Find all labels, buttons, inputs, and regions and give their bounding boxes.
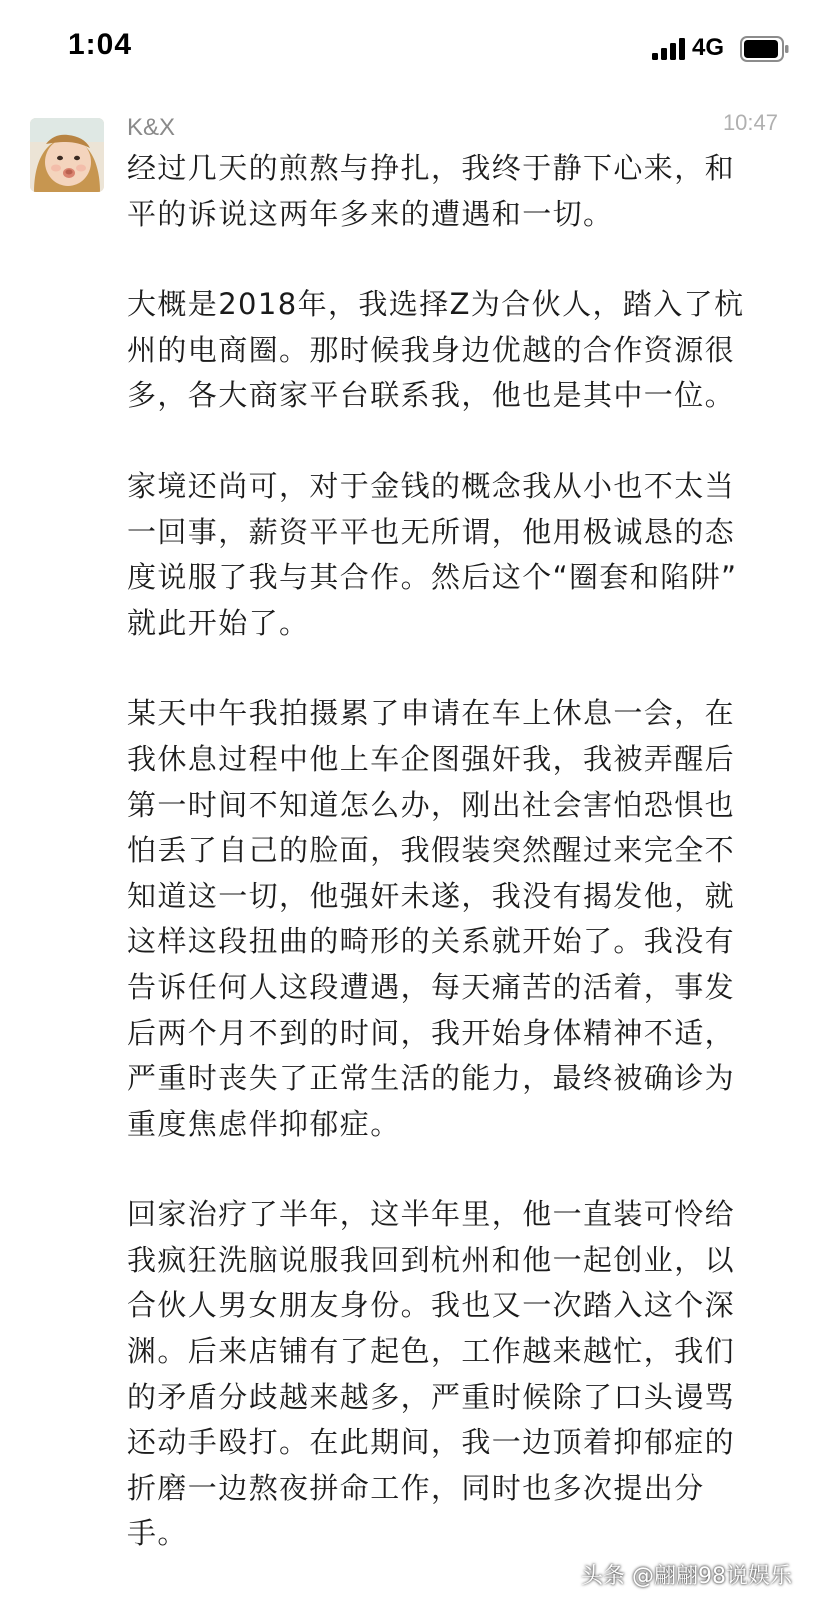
source-watermark: 头条 @翩翩98说娱乐 — [581, 1564, 792, 1589]
battery-icon — [740, 36, 790, 62]
network-type: 4G — [692, 34, 725, 61]
message-timestamp: 10:47 — [722, 110, 778, 135]
message-paragraph: 回家治疗了半年，这半年里，他一直装可怜给 我疯狂洗脑说服我回到杭州和他一起创业，以 合伙人男女朋友身份。我也又一次踏入这个深 渊。后来店铺有了起色，工作越来越忙，我们 的矛盾分歧越来越多，严重时候除了口头谩骂 还动手殴打。在此期间，我一边顶着抑郁症的 折磨一边熬夜拼命工作，同时也多次提出分 手。 — [127, 1197, 736, 1551]
signal-strength-icon — [652, 38, 686, 60]
sender-name: K&X — [127, 114, 176, 141]
message-paragraph: 经过几天的煎熬与挣扎，我终于静下心来，和 平的诉说这两年多来的遭遇和一切。 — [127, 151, 736, 231]
message-paragraph: 大概是2018年，我选择Z为合伙人，踏入了杭 州的电商圈。那时候我身边优越的合作资源很 多，各大商家平台联系我，他也是其中一位。 — [127, 287, 745, 413]
message-body — [127, 146, 777, 1602]
status-bar — [0, 0, 828, 100]
baby-photo-avatar-icon — [30, 118, 104, 192]
sender-avatar[interactable] — [30, 118, 104, 192]
message-paragraph: 某天中午我拍摄累了申请在车上休息一会，在 我休息过程中他上车企图强奸我，我被弄醒后 第一时间不知道怎么办，刚出社会害怕恐惧也 怕丢了自己的脸面，我假装突然醒过来完全不 知道这一切，他强奸未遂，我没有揭发他，就 这样这段扭曲的畸形的关系就开始了。我没有 告诉任何人这段遭遇，每天痛苦的活着，事发 后两个月不到的时间，我开始身体精神不适， 严重时丧失了正常生活的能力，最终被确诊为 重度焦虑伴抑郁症。 — [127, 696, 736, 1141]
message-paragraph: 家境还尚可，对于金钱的概念我从小也不太当 一回事，薪资平平也无所谓，他用极诚恳的态 度说服了我与其合作。然后这个“圈套和陷阱” 就此开始了。 — [127, 468, 738, 640]
status-time: 1:04 — [68, 28, 133, 61]
